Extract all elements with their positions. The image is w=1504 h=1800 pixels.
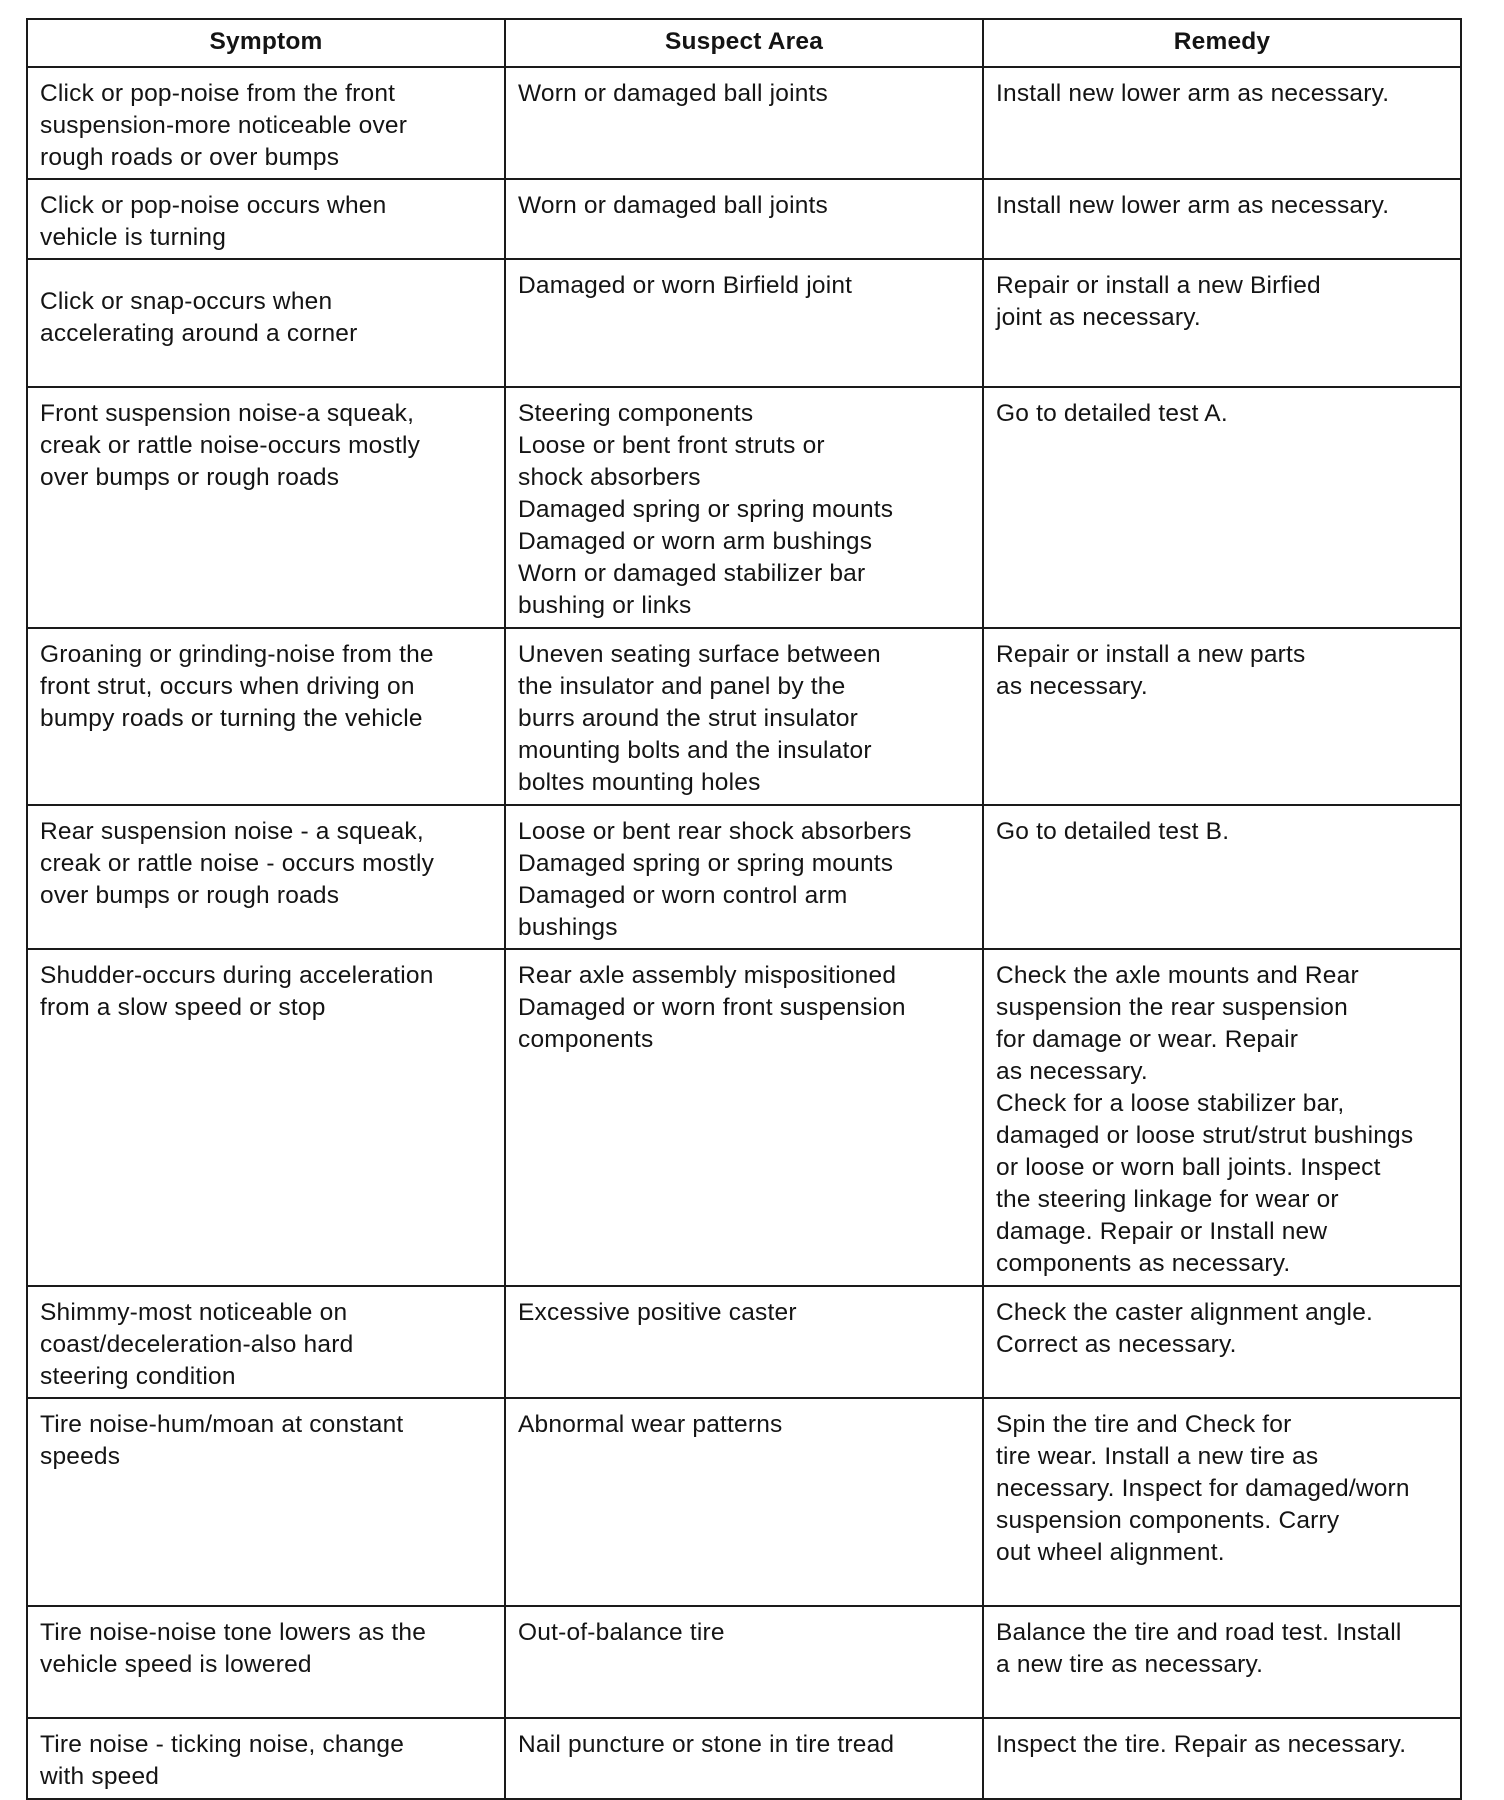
table-row xyxy=(27,628,1461,805)
remedy-cell: Balance the tire and road test. Install a new tire as necessary. xyxy=(983,1606,1461,1718)
header-suspect-area: Suspect Area xyxy=(505,19,983,67)
symptom-cell: Tire noise-noise tone lowers as the vehicle speed is lowered xyxy=(27,1606,505,1718)
remedy-cell: Go to detailed test B. xyxy=(983,805,1461,949)
table-row xyxy=(27,949,1461,1286)
table-row xyxy=(27,805,1461,949)
table-header-row xyxy=(27,19,1461,67)
remedy-cell: Repair or install a new Birfied joint as necessary. xyxy=(983,259,1461,387)
suspect-area-cell: Uneven seating surface between the insulator and panel by the burrs around the strut insulator mounting bolts and the insulator boltes mounting holes xyxy=(505,628,983,805)
table-row xyxy=(27,1286,1461,1398)
remedy-cell: Inspect the tire. Repair as necessary. xyxy=(983,1718,1461,1799)
table-row xyxy=(27,1398,1461,1606)
table-row xyxy=(27,67,1461,179)
symptom-cell: Click or snap-occurs when accelerating around a corner xyxy=(27,259,505,387)
symptom-cell: Shudder-occurs during acceleration from a slow speed or stop xyxy=(27,949,505,1286)
suspect-area-cell: Abnormal wear patterns xyxy=(505,1398,983,1606)
diagnosis-page xyxy=(26,18,1460,1800)
symptom-cell: Groaning or grinding-noise from the front strut, occurs when driving on bumpy roads or turning the vehicle xyxy=(27,628,505,805)
symptom-cell: Click or pop-noise occurs when vehicle is turning xyxy=(27,179,505,259)
remedy-cell: Spin the tire and Check for tire wear. Install a new tire as necessary. Inspect for damaged/worn suspension components. Carry out wheel alignment. xyxy=(983,1398,1461,1606)
symptom-cell: Tire noise - ticking noise, change with speed xyxy=(27,1718,505,1799)
symptom-cell: Click or pop-noise from the front suspension-more noticeable over rough roads or over bumps xyxy=(27,67,505,179)
suspect-area-cell: Steering components Loose or bent front struts or shock absorbers Damaged spring or spring mounts Damaged or worn arm bushings Worn or damaged stabilizer bar bushing or links xyxy=(505,387,983,628)
remedy-cell: Check the axle mounts and Rear suspension the rear suspension for damage or wear. Repair as necessary. Check for a loose stabilizer bar, damaged or loose strut/strut bushings or loose or worn ball joints. Inspect the steering linkage for wear or damage. Repair or Install new components as necessary. xyxy=(983,949,1461,1286)
symptom-cell: Front suspension noise-a squeak, creak or rattle noise-occurs mostly over bumps or rough roads xyxy=(27,387,505,628)
suspect-area-cell: Rear axle assembly mispositioned Damaged or worn front suspension components xyxy=(505,949,983,1286)
remedy-cell: Go to detailed test A. xyxy=(983,387,1461,628)
suspect-area-cell: Worn or damaged ball joints xyxy=(505,179,983,259)
header-remedy: Remedy xyxy=(983,19,1461,67)
remedy-cell: Repair or install a new parts as necessary. xyxy=(983,628,1461,805)
symptom-cell: Tire noise-hum/moan at constant speeds xyxy=(27,1398,505,1606)
remedy-cell: Install new lower arm as necessary. xyxy=(983,67,1461,179)
table-row xyxy=(27,259,1461,387)
symptom-cell: Rear suspension noise - a squeak, creak or rattle noise - occurs mostly over bumps or rough roads xyxy=(27,805,505,949)
table-row xyxy=(27,1606,1461,1718)
suspect-area-cell: Damaged or worn Birfield joint xyxy=(505,259,983,387)
table-row xyxy=(27,1718,1461,1799)
table-row xyxy=(27,387,1461,628)
diagnosis-table xyxy=(26,18,1462,1800)
suspect-area-cell: Out-of-balance tire xyxy=(505,1606,983,1718)
table-row xyxy=(27,179,1461,259)
header-symptom: Symptom xyxy=(27,19,505,67)
suspect-area-cell: Worn or damaged ball joints xyxy=(505,67,983,179)
suspect-area-cell: Excessive positive caster xyxy=(505,1286,983,1398)
suspect-area-cell: Loose or bent rear shock absorbers Damaged spring or spring mounts Damaged or worn control arm bushings xyxy=(505,805,983,949)
symptom-cell: Shimmy-most noticeable on coast/deceleration-also hard steering condition xyxy=(27,1286,505,1398)
remedy-cell: Install new lower arm as necessary. xyxy=(983,179,1461,259)
remedy-cell: Check the caster alignment angle. Correct as necessary. xyxy=(983,1286,1461,1398)
suspect-area-cell: Nail puncture or stone in tire tread xyxy=(505,1718,983,1799)
